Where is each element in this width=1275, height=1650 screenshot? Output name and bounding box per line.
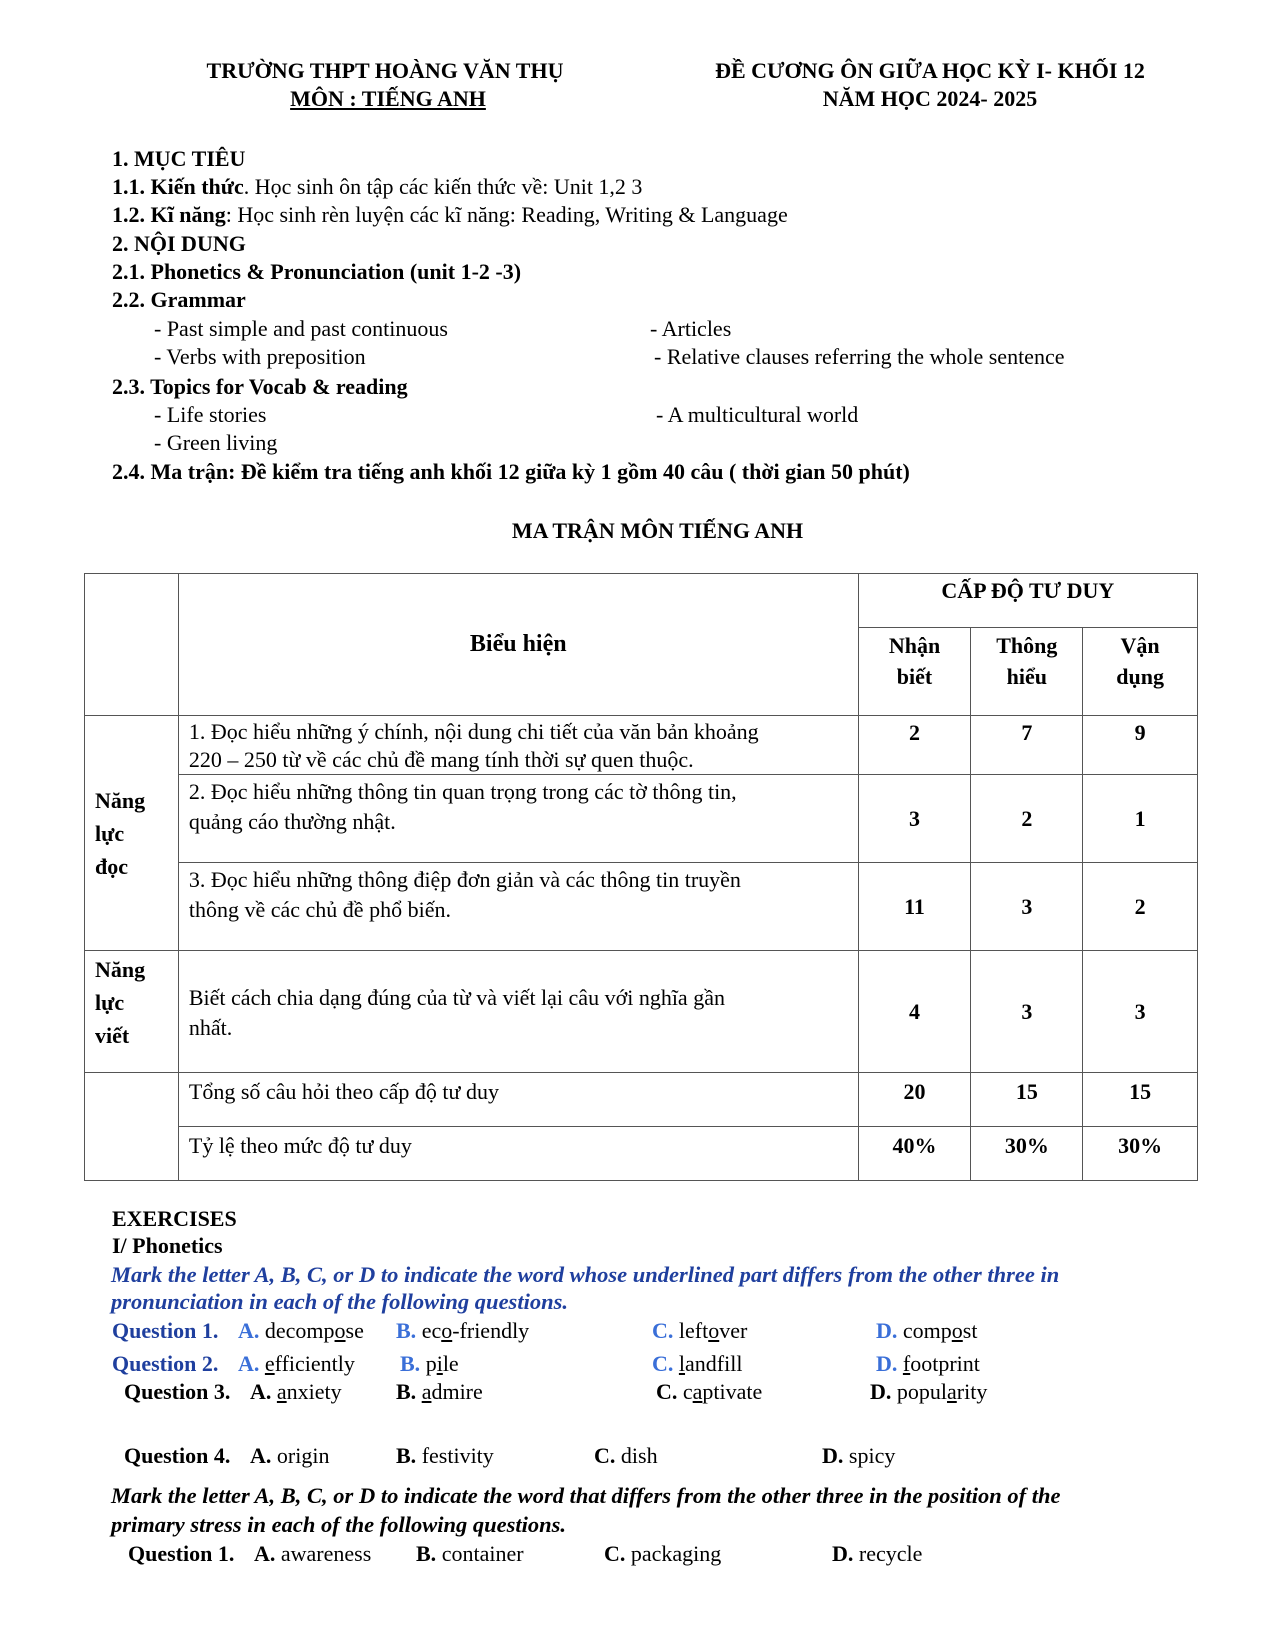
school-name: TRƯỜNG THPT HOÀNG VĂN THỤ <box>206 58 564 83</box>
option-d: D. popularity <box>870 1379 988 1404</box>
option-c: C. dish <box>594 1443 658 1468</box>
ratio-value: 40% <box>858 1127 971 1181</box>
grammar-item: - Articles <box>650 316 732 341</box>
ratio-value: 30% <box>971 1127 1083 1181</box>
cell-value: 3 <box>971 863 1083 951</box>
knowledge-line <box>112 174 642 200</box>
cell-value: 2 <box>971 775 1083 863</box>
option-a: A. decompose <box>238 1318 364 1343</box>
phonetics-item: 2.1. Phonetics & Pronunciation (unit 1-2 -3) <box>112 259 522 284</box>
option-a: A. awareness <box>254 1541 372 1566</box>
cell-value: 3 <box>971 951 1083 1073</box>
cell-value: 4 <box>858 951 971 1073</box>
topic-item: - Life stories <box>154 402 267 427</box>
total-value: 20 <box>858 1073 971 1127</box>
cell-value: 2 <box>1083 863 1198 951</box>
document-title: ĐỀ CƯƠNG ÔN GIỮA HỌC KỲ I- KHỐI 12 <box>715 58 1145 83</box>
table-corner-cell <box>85 574 179 716</box>
cell-value: 7 <box>971 716 1083 775</box>
topic-item: - Green living <box>154 430 278 455</box>
objectives-heading: 1. MỤC TIÊU <box>112 146 246 171</box>
cell-value: 3 <box>858 775 971 863</box>
option-b: B. eco-friendly <box>396 1318 530 1343</box>
matrix-table <box>84 573 1198 1181</box>
topic-item: - A multicultural world <box>656 402 859 427</box>
level-recognize: Nhận biết <box>858 628 971 716</box>
cell-value: 2 <box>858 716 971 775</box>
option-a: A. anxiety <box>250 1379 342 1404</box>
grammar-heading: 2.2. Grammar <box>112 287 246 312</box>
matrix-title: MA TRẬN MÔN TIẾNG ANH <box>511 518 804 543</box>
level-apply: Vận dụng <box>1083 628 1198 716</box>
grammar-item: - Relative clauses referring the whole sentence <box>654 344 1065 369</box>
option-c: C. landfill <box>652 1351 743 1376</box>
question-label: Question 1. <box>128 1541 235 1566</box>
ratio-value: 30% <box>1083 1127 1198 1181</box>
grammar-item: - Past simple and past continuous <box>154 316 448 341</box>
matrix-description: 2.4. Ma trận: Đề kiểm tra tiếng anh khối 12 giữa kỳ 1 gồm 40 câu ( thời gian 50 phút) <box>112 459 910 484</box>
col-header-bieu-hien: Biểu hiện <box>178 574 858 716</box>
instruction-pronunciation-cont: pronunciation in each of the following questions. <box>111 1289 568 1314</box>
level-understand: Thông hiểu <box>971 628 1083 716</box>
option-a: A. origin <box>250 1443 330 1468</box>
instruction-stress: Mark the letter A, B, C, or D to indicate the word that differs from the other three in the position of the <box>111 1483 1061 1508</box>
school-year: NĂM HỌC 2024- 2025 <box>822 86 1038 111</box>
cell-value: 3 <box>1083 951 1198 1073</box>
ratio-label: Tỷ lệ theo mức độ tư duy <box>178 1127 858 1181</box>
option-a: A. efficiently <box>238 1351 355 1376</box>
cell-value: 11 <box>858 863 971 951</box>
option-b: B. container <box>416 1541 524 1566</box>
instruction-pronunciation: Mark the letter A, B, C, or D to indicate the word whose underlined part differs from the other three in <box>111 1262 1060 1287</box>
row-desc: Biết cách chia dạng đúng của từ và viết lại câu với nghĩa gần nhất. <box>178 951 858 1073</box>
exercises-heading: EXERCISES <box>112 1206 237 1231</box>
question-label: Question 4. <box>124 1443 231 1468</box>
option-b: B. pile <box>400 1351 459 1376</box>
option-d: D. footprint <box>876 1351 980 1376</box>
row-desc: 1. Đọc hiểu những ý chính, nội dung chi tiết của văn bản khoảng 220 – 250 từ về các chủ đề mang tính thời sự quen thuộc. <box>178 716 858 775</box>
phonetics-heading: I/ Phonetics <box>112 1233 223 1258</box>
total-value: 15 <box>971 1073 1083 1127</box>
subject-name: MÔN : TIẾNG ANH <box>290 86 486 111</box>
writing-group-label: Năng lực viết <box>85 951 179 1073</box>
question-label: Question 1. <box>112 1318 219 1343</box>
grammar-item: - Verbs with preposition <box>154 344 366 369</box>
summary-corner-cell <box>85 1073 179 1181</box>
option-c: C. packaging <box>604 1541 722 1566</box>
total-value: 15 <box>1083 1073 1198 1127</box>
option-b: B. admire <box>396 1379 483 1404</box>
total-label: Tổng số câu hỏi theo cấp độ tư duy <box>178 1073 858 1127</box>
row-desc: 3. Đọc hiểu những thông điệp đơn giản và các thông tin truyền thông về các chủ đề phổ biến. <box>178 863 858 951</box>
level-header: CẤP ĐỘ TƯ DUY <box>858 574 1197 628</box>
option-b: B. festivity <box>396 1443 494 1468</box>
knowledge-text: . Học sinh ôn tập các kiến thức về: Unit 1,2 3 <box>243 174 643 199</box>
option-d: D. spicy <box>822 1443 896 1468</box>
skills-line <box>112 202 788 228</box>
cell-value: 1 <box>1083 775 1198 863</box>
question-label: Question 3. <box>124 1379 231 1404</box>
cell-value: 9 <box>1083 716 1198 775</box>
option-c: C. captivate <box>656 1379 763 1404</box>
option-c: C. leftover <box>652 1318 748 1343</box>
knowledge-label: 1.1. Kiến thức <box>112 174 244 199</box>
skills-text: : Học sinh rèn luyện các kĩ năng: Reading, Writing & Language <box>225 202 788 227</box>
row-desc: 2. Đọc hiểu những thông tin quan trọng trong các tờ thông tin, quảng cáo thường nhật. <box>178 775 858 863</box>
question-label: Question 2. <box>112 1351 219 1376</box>
reading-group-label: Năng lực đọc <box>85 716 179 951</box>
option-d: D. recycle <box>832 1541 923 1566</box>
content-heading: 2. NỘI DUNG <box>112 231 246 256</box>
skills-label: 1.2. Kĩ năng <box>112 202 226 227</box>
topics-heading: 2.3. Topics for Vocab & reading <box>112 374 408 399</box>
option-d: D. compost <box>876 1318 978 1343</box>
instruction-stress-cont: primary stress in each of the following questions. <box>111 1512 567 1537</box>
